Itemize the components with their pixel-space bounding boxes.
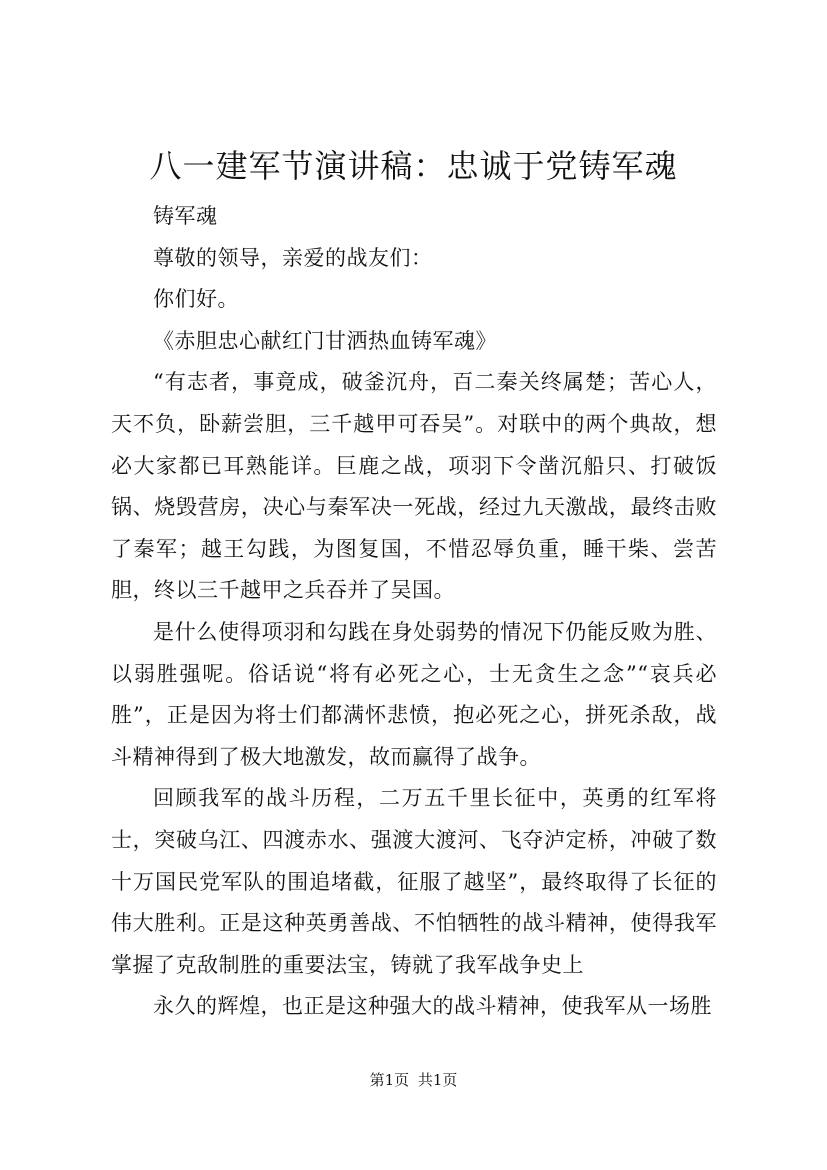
paragraph: 永久的辉煌，也正是这种强大的战斗精神，使我军从一场胜	[153, 994, 712, 1019]
paragraph: 尊敬的领导，亲爱的战友们：	[153, 245, 433, 270]
paragraph: 回顾我军的战斗历程，二万五千里长征中，英勇的红军将士，突破乌江、四渡赤水、强渡大渡河、飞夺泸定桥，冲破了数十万国民党军队的围追堵截，征服了越坚”，最终取得了长征的伟大胜利。正是这种英勇善战、不怕牺牲的战斗精神，使得我军掌握了克敌制胜的重要法宝，铸就了我军战争史上	[111, 786, 717, 977]
paragraph: 《赤胆忠心献红门甘洒热血铸军魂》	[153, 328, 497, 353]
paragraph: “有志者，事竟成，破釜沉舟，百二秦关终属楚；苦心人，天不负，卧薪尝胆，三千越甲可吞吴”。对联中的两个典故，想必大家都已耳熟能详。巨鹿之战，项羽下令凿沉船只、打破饭锅、烧毁营房，决心与秦军决一死战，经过九天激战，最终击败了秦军；越王勾践，为图复国，不惜忍辱负重，睡干柴、尝苦胆，终以三千越甲之兵吞并了吴国。	[111, 370, 717, 603]
document-body	[111, 196, 717, 1028]
paragraph: 铸军魂	[153, 204, 218, 228]
paragraph: 是什么使得项羽和勾践在身处弱势的情况下仍能反败为胜、以弱胜强呢。俗话说“将有必死之心，士无贪生之念”“哀兵必胜”，正是因为将士们都满怀悲愤，抱必死之心，拼死杀敌，战斗精神得到了极大地激发，故而赢得了战争。	[111, 619, 717, 769]
page-number: 第1页	[369, 1071, 410, 1089]
document-title: 八一建军节演讲稿：忠诚于党铸军魂	[149, 147, 678, 185]
paragraph: 你们好。	[153, 287, 239, 312]
page-footer	[0, 1070, 827, 1090]
page-total: 共1页	[417, 1071, 458, 1089]
